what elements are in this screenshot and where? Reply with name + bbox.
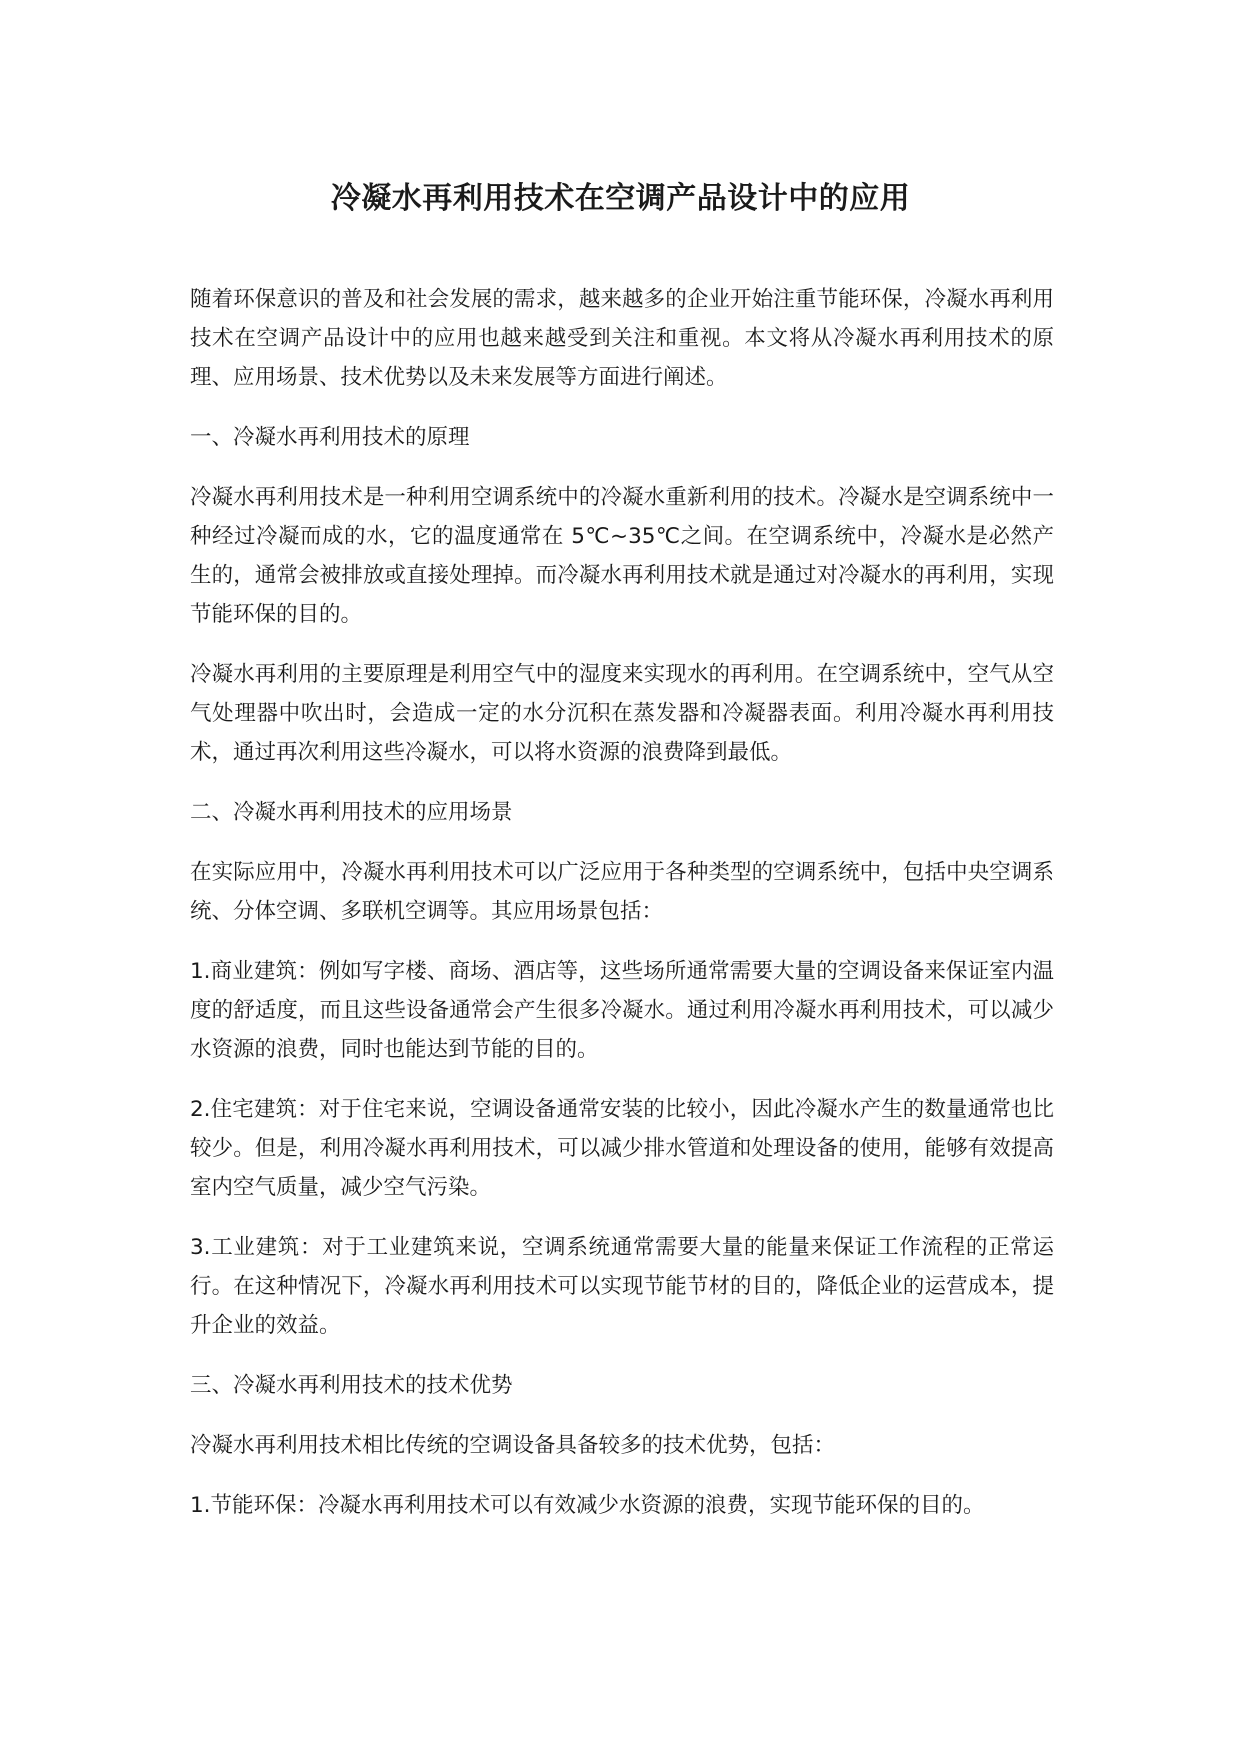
body-paragraph: 冷凝水再利用技术相比传统的空调设备具备较多的技术优势，包括： [190,1433,836,1458]
list-item-energy-saving: 1.节能环保：冷凝水再利用技术可以有效减少水资源的浪费，实现节能环保的目的。 [190,1493,985,1518]
body-paragraph: 在实际应用中，冷凝水再利用技术可以广泛应用于各种类型的空调系统中，包括中央空调系统、分体空调、多联机空调等。其应用场景包括： [190,860,1054,924]
section-heading-principle: 一、冷凝水再利用技术的原理 [190,425,470,450]
intro-paragraph: 随着环保意识的普及和社会发展的需求，越来越多的企业开始注重节能环保，冷凝水再利用技术在空调产品设计中的应用也越来越受到关注和重视。本文将从冷凝水再利用技术的原理、应用场景、技术优势以及未来发展等方面进行阐述。 [190,287,1054,390]
document-body [190,280,1054,1525]
list-item-industrial: 3.工业建筑：对于工业建筑来说，空调系统通常需要大量的能量来保证工作流程的正常运行。在这种情况下，冷凝水再利用技术可以实现节能节材的目的，降低企业的运营成本，提升企业的效益。 [190,1235,1054,1338]
body-paragraph: 冷凝水再利用技术是一种利用空调系统中的冷凝水重新利用的技术。冷凝水是空调系统中一种经过冷凝而成的水，它的温度通常在 5℃~35℃之间。在空调系统中，冷凝水是必然产生的，通常会被排放或直接处理掉。而冷凝水再利用技术就是通过对冷凝水的再利用，实现节能环保的目的。 [190,485,1054,627]
list-item-commercial: 1.商业建筑：例如写字楼、商场、酒店等，这些场所通常需要大量的空调设备来保证室内温度的舒适度，而且这些设备通常会产生很多冷凝水。通过利用冷凝水再利用技术，可以减少水资源的浪费，同时也能达到节能的目的。 [190,959,1054,1062]
section-heading-advantages: 三、冷凝水再利用技术的技术优势 [190,1373,513,1398]
body-paragraph: 冷凝水再利用的主要原理是利用空气中的湿度来实现水的再利用。在空调系统中，空气从空气处理器中吹出时，会造成一定的水分沉积在蒸发器和冷凝器表面。利用冷凝水再利用技术，通过再次利用这些冷凝水，可以将水资源的浪费降到最低。 [190,662,1054,765]
list-item-residential: 2.住宅建筑：对于住宅来说，空调设备通常安装的比较小，因此冷凝水产生的数量通常也比较少。但是，利用冷凝水再利用技术，可以减少排水管道和处理设备的使用，能够有效提高室内空气质量，减少空气污染。 [190,1097,1054,1200]
section-heading-scenarios: 二、冷凝水再利用技术的应用场景 [190,800,513,825]
document-title: 冷凝水再利用技术在空调产品设计中的应用 [330,181,911,216]
